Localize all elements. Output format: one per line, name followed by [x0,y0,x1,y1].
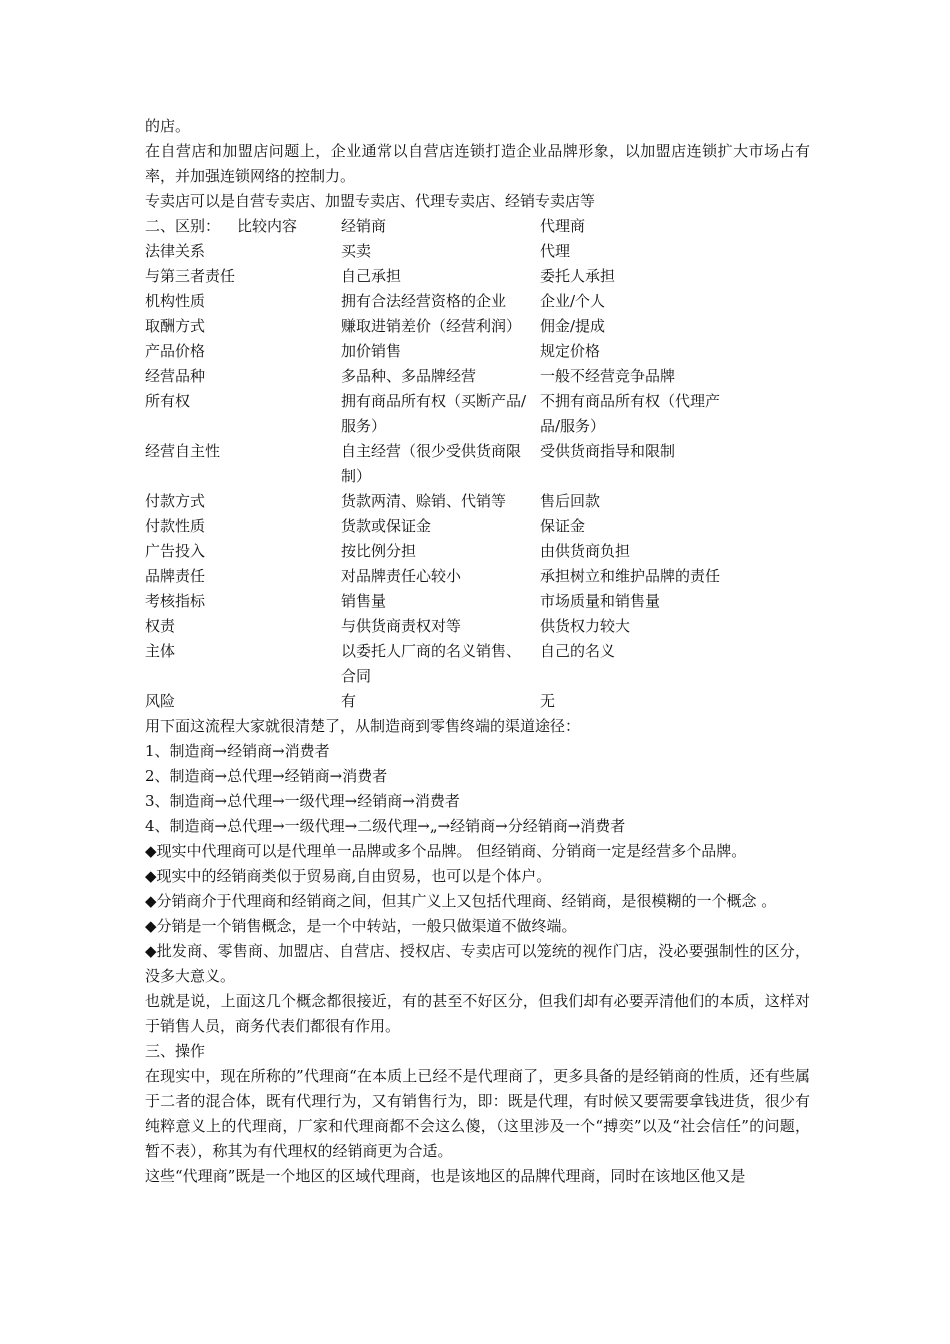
table-row [145,264,810,289]
table-row [145,239,810,264]
flow-item: 3、制造商→总代理→一级代理→经销商→消费者 [145,792,460,810]
agent-cell: 企业/个人 [540,292,606,310]
agent-cell: 不拥有商品所有权（代理产品/服务） [540,392,721,435]
row-label: 取酬方式 [145,317,206,335]
bullet-item: ◆分销商介于代理商和经销商之间，但其广义上又包括代理商、经销商，是很模糊的一个概念 。 [145,892,777,910]
row-label: 权责 [145,617,176,635]
agent-cell: 佣金/提成 [540,317,606,335]
table-row [145,589,810,614]
header-compare-content: 比较内容 [237,217,298,235]
agent-cell: 委托人承担 [540,267,616,285]
section-heading: 三、操作 [145,1042,206,1060]
bullet-item: ◆现实中代理商可以是代理单一品牌或多个品牌。 但经销商、分销商一定是经营多个品牌。 [145,842,747,860]
agent-cell: 规定价格 [540,342,601,360]
table-header-cell [145,214,341,239]
table-row [145,614,810,639]
distributor-cell: 赚取进销差价（经营利润） [341,317,522,335]
bullet-item: ◆现实中的经销商类似于贸易商,自由贸易，也可以是个体户。 [145,867,552,885]
row-label: 广告投入 [145,542,206,560]
agent-cell: 自己的名义 [540,642,616,660]
row-label: 所有权 [145,392,191,410]
row-label: 与第三者责任 [145,267,236,285]
agent-cell: 售后回款 [540,492,601,510]
distributor-cell: 自主经营（很少受供货商限制） [341,442,522,485]
row-label: 产品价格 [145,342,206,360]
paragraph: 专卖店可以是自营专卖店、加盟专卖店、代理专卖店、经销专卖店等 [145,192,596,210]
agent-cell: 市场质量和销售量 [540,592,661,610]
distributor-cell: 加价销售 [341,342,402,360]
distributor-cell: 与供货商责权对等 [341,617,462,635]
table-row [145,339,810,364]
distributor-cell: 销售量 [341,592,387,610]
paragraph: 的店。 [145,117,191,135]
row-label: 品牌责任 [145,567,206,585]
bullet-item: ◆分销是一个销售概念，是一个中转站，一般只做渠道不做终端。 [145,917,577,935]
table-header-row [145,214,810,239]
row-label: 风险 [145,692,176,710]
section-heading: 二、区别： [145,217,221,235]
row-label: 经营自主性 [145,442,221,460]
paragraph: 在自营店和加盟店问题上，企业通常以自营店连锁打造企业品牌形象，以加盟店连锁扩大市场占有率，并加强连锁网络的控制力。 [145,142,810,185]
distributor-cell: 货款或保证金 [341,517,432,535]
agent-cell: 保证金 [540,517,586,535]
header-distributor: 经销商 [341,217,387,235]
table-row [145,314,810,339]
distributor-cell: 货款两清、赊销、代销等 [341,492,507,510]
distributor-cell: 多品种、多品牌经营 [341,367,477,385]
distributor-cell: 有 [341,692,357,710]
table-row [145,689,810,714]
bullet-item: ◆批发商、零售商、加盟店、自营店、授权店、专卖店可以笼统的视作门店，没必要强制性的区分，没多大意义。 [145,942,810,985]
row-label: 机构性质 [145,292,206,310]
comparison-table [145,214,810,714]
paragraph: 这些“代理商”既是一个地区的区域代理商，也是该地区的品牌代理商，同时在该地区他又是 [145,1167,746,1185]
distributor-cell: 拥有商品所有权（买断产品/服务） [341,392,527,435]
table-row [145,564,810,589]
row-label: 主体 [145,642,176,660]
flow-item: 4、制造商→总代理→一级代理→二级代理→„→经销商→分经销商→消费者 [145,817,626,835]
table-row [145,639,810,689]
flow-intro: 用下面这流程大家就很清楚了，从制造商到零售终端的渠道途径： [145,717,581,735]
agent-cell: 受供货商指导和限制 [540,442,676,460]
table-row [145,389,810,439]
table-row [145,539,810,564]
row-label: 付款性质 [145,517,206,535]
table-row [145,364,810,389]
agent-cell: 供货权力较大 [540,617,631,635]
agent-cell: 承担树立和维护品牌的责任 [540,567,721,585]
summary-paragraph: 也就是说，上面这几个概念都很接近，有的甚至不好区分，但我们却有必要弄清他们的本质，这样对于销售人员，商务代表们都很有作用。 [145,992,810,1035]
paragraph: 在现实中，现在所称的”代理商“在本质上已经不是代理商了，更多具备的是经销商的性质，还有些属于二者的混合体，既有代理行为，又有销售行为，即：既是代理，有时候又要需要拿钱进货，很少有纯粹意义上的代理商，厂家和代理商都不会这么傻，（这里涉及一个“搏奕”以及“社会信任”的问题，暂不表），称其为有代理权的经销商更为合适。 [145,1067,810,1160]
distributor-cell: 按比例分担 [341,542,417,560]
distributor-cell: 对品牌责任心较小 [341,567,462,585]
distributor-cell: 以委托人厂商的名义销售、合同 [341,642,522,685]
row-label: 付款方式 [145,492,206,510]
table-row [145,289,810,314]
distributor-cell: 拥有合法经营资格的企业 [341,292,507,310]
agent-cell: 一般不经营竞争品牌 [540,367,676,385]
agent-cell: 由供货商负担 [540,542,631,560]
agent-cell: 无 [540,692,556,710]
distributor-cell: 自己承担 [341,267,402,285]
distributor-cell: 买卖 [341,242,372,260]
flow-item: 2、制造商→总代理→经销商→消费者 [145,767,388,785]
table-row [145,439,810,489]
row-label: 经营品种 [145,367,206,385]
agent-cell: 代理 [540,242,571,260]
header-agent: 代理商 [540,217,586,235]
document-body [145,114,810,1189]
table-row [145,489,810,514]
flow-item: 1、制造商→经销商→消费者 [145,742,330,760]
table-row [145,514,810,539]
row-label: 考核指标 [145,592,206,610]
row-label: 法律关系 [145,242,206,260]
